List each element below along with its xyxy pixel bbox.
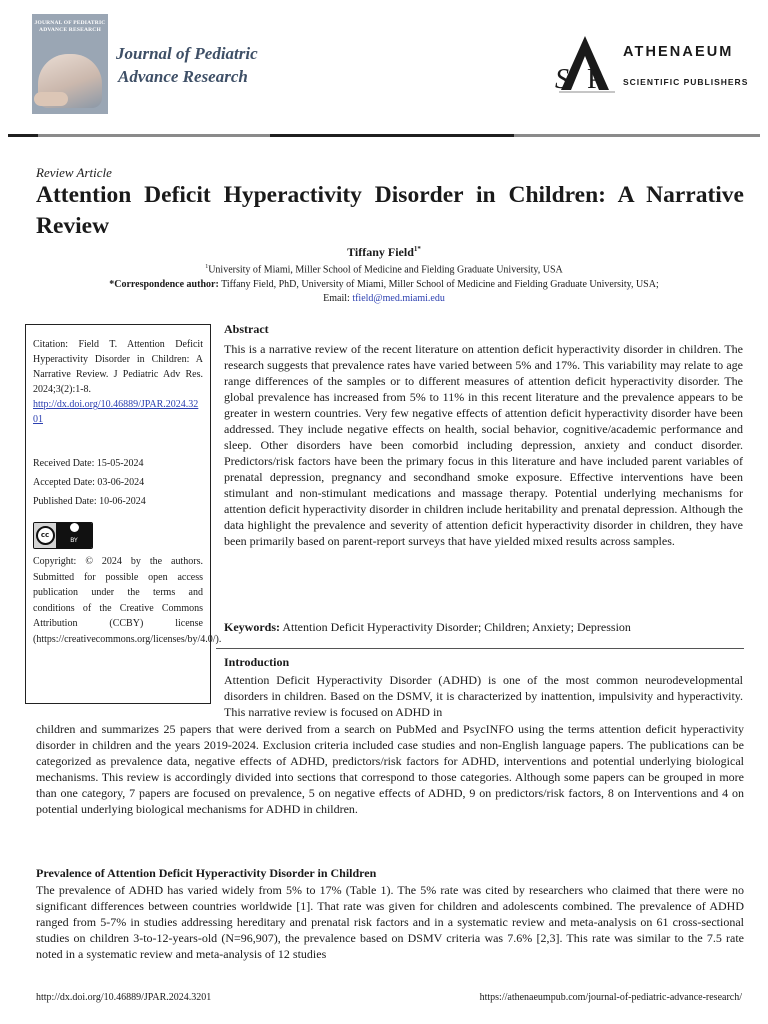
email-link[interactable]: tfield@med.miami.edu [352,293,445,304]
abstract-text: This is a narrative review of the recent literature on attention deficit hyperactivity disorder in children. The research suggests that prevalence rates have varied between 5% and 17%. This variability may relate to age range differences of the samples or to different measures of attention deficit hyperactivity disorder. The global prevalence has increased from 5% to 11% in this recent literature and the prevalence appears to be greater in western countries. Very few negative effects of attention deficit hyperactivity disorder have been addressed. They include negative effects on health, social behavior, cognitive/academic performance and sleep. Other disorders have been comorbid including depression, anxiety and conduct disorder. Predictors/risk factors have been the primary focus in this literature and have included parent variables of prenatal depression, pregnancy and secondhand smoke exposure. Effective interventions have been stimulant and non-stimulant medications and massage therapy. Potential underlying mechanisms for attention deficit hyperactivity disorder in children include heritability and prenatal depression. Although the data highlight the prevalence and severity of attention deficit hyperactivity disorder in children, they have been primarily based on parent-report surveys that have yielded mixed results across samples. [224,342,743,548]
copyright-text: Copyright: © 2024 by the authors. Submitted for possible open access publication under the terms and conditions of the Creative Commons Attribution (CCBY) license (https://creativecommons.org/licenses/by/4.0/). [33,556,222,645]
citation-text: Citation: Field T. Attention Deficit Hyperactivity Disorder in Children: A Narrative Review. J Pediatric Adv Res. 2024;3(2):1-8. [33,339,203,395]
author-line [0,245,768,260]
received-date: Received Date: 15-05-2024 [33,458,144,469]
article-type: Review Article [36,165,112,180]
prevalence-text: The prevalence of ADHD has varied widely from 5% to 17% (Table 1). The 5% rate was cited by researchers who claimed that there were no significant differences between countries worldwide [1]. That rate was given for children and adolescents combined. The prevalence of ADHD ranged from 5-7% in studies addressing hereditary and prenatal risk factors and in a systematic review and meta-analysis on 61 cross-sectional studies on children 3-to-12-years-old (N=96,907), the prevalence based on DSMV criteria was 7.6% [2,3]. This rate was similar to the 7.5 rate noted in a systematic review and meta-analysis of 12 studies [36,883,744,961]
email-label: Email: [323,293,353,304]
article-title: Attention Deficit Hyperactivity Disorder in Children: A Narrative Review [36,182,744,239]
accepted-date: Accepted Date: 03-06-2024 [33,477,145,488]
introduction-paragraph: Attention Deficit Hyperactivity Disorder (ADHD) is one of the most common neurodevelopmental disorders in children. Based on the DSMV, it is characterized by inattention, impulsivity and hyperactivity. This narrative review is focused on ADHD in [224,673,743,719]
keywords-label: Keywords: [224,620,280,634]
svg-text:P: P [587,64,603,94]
publisher-name: ATHENAEUM [623,44,734,60]
affiliation-superscript: 1 [205,264,209,270]
abstract-heading: Abstract [224,322,269,336]
footer-doi[interactable]: http://dx.doi.org/10.46889/JPAR.2024.3201 [36,992,212,1003]
svg-text:S: S [555,64,569,94]
header-divider-accent [270,134,514,137]
footer-journal-url[interactable]: https://athenaeumpub.com/journal-of-pediatric-advance-research/ [479,992,742,1003]
doi-link[interactable]: http://dx.doi.org/10.46889/JPAR.2024.3201 [33,399,199,425]
citation-box [25,324,222,704]
person-icon [70,523,79,532]
published-date: Published Date: 10-06-2024 [33,496,146,507]
header-divider-accent [8,134,38,137]
affiliation [0,264,768,275]
author-name: Tiffany Field [347,245,414,259]
journal-name-line2: Advance Research [118,67,248,86]
section-divider [216,648,744,649]
cover-title: JOURNAL OF PEDIATRIC ADVANCE RESEARCH [34,20,106,33]
journal-name-line1: Journal of Pediatric [116,44,258,63]
introduction-paragraph-continued: children and summarizes 25 papers that were derived from a search on PubMed and PsycINFO using the terms attention deficit hyperactivity disorder in children and the years 2019-2024. Exclusion criteria included case studies and non-English language papers. The publications can be categorized as prevalence data, negative effects of ADHD, predictors/risk factors for ADHD, interventions and potential underlying biological mechanisms. This review is accordingly divided into sections that correspond to those categories. Although some papers can be grouped in more than one category, 7 papers are focused on prevalence, 5 on negative effects of ADHD, 9 on predictors/risk factors, 8 on Interventions and 4 on potential underlying biological mechanisms for ADHD in children. [36,722,744,816]
affiliation-text: University of Miami, Miller School of Medicine and Fielding Graduate University, USA [208,264,563,276]
athenaeum-logo [553,32,619,94]
dates-list [33,456,203,510]
introduction-heading: Introduction [224,655,290,669]
correspondence [0,279,768,290]
journal-cover-thumbnail [32,14,108,114]
correspondence-text: Tiffany Field, PhD, University of Miami, Miller School of Medicine and Fielding Graduate University, USA; [218,279,659,290]
correspondence-label: *Correspondence author: [109,279,219,290]
journal-name [116,42,258,88]
prevalence-heading: Prevalence of Attention Deficit Hyperactivity Disorder in Children [36,866,377,880]
cover-hand-image [34,92,68,106]
email-line [0,293,768,304]
author-superscript: 1* [413,245,421,253]
by-icon: BY [56,523,92,548]
keywords-text: Attention Deficit Hyperactivity Disorder; Children; Anxiety; Depression [280,620,631,634]
publisher-subtitle: SCIENTIFIC PUBLISHERS [623,77,749,87]
header-divider [8,134,760,137]
cc-by-license-icon[interactable] [33,522,93,549]
keywords [224,620,743,635]
cc-icon: cc [34,523,56,548]
